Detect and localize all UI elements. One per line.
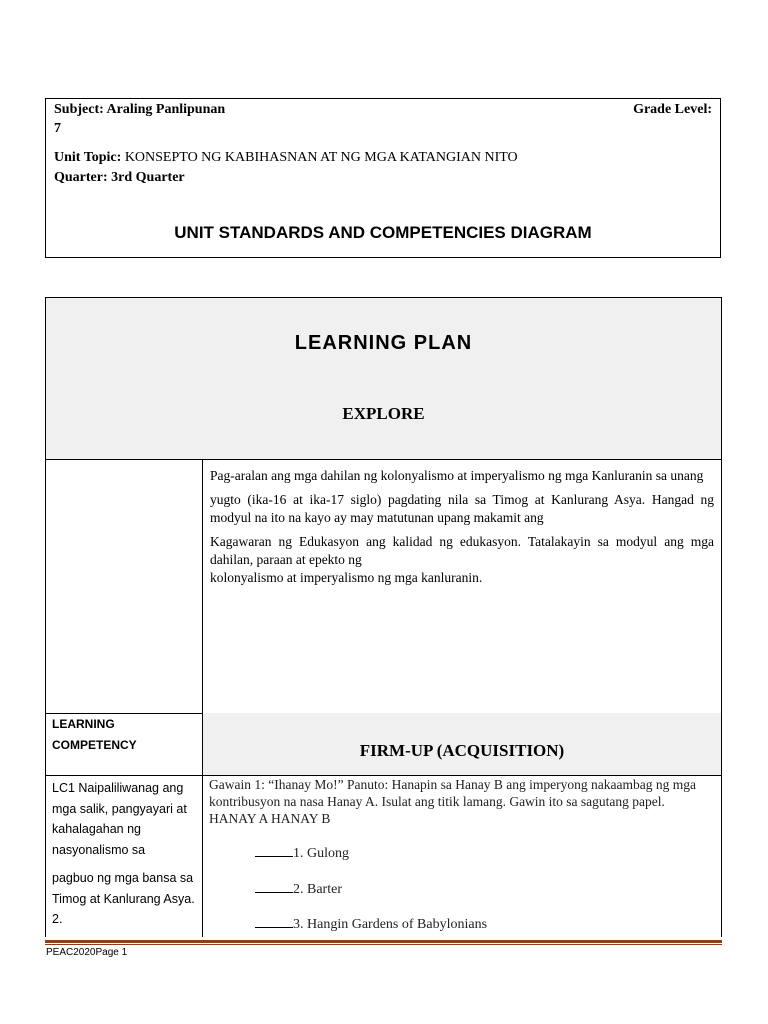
explore-paragraph: Kagawaran ng Edukasyon ang kalidad ng edukasyon. Tatalakayin sa modyul ang mga dahilan, paraan at epekto ng: [210, 534, 714, 567]
answer-blank: [255, 846, 293, 857]
lc1-text: [46, 775, 203, 933]
explore-text: [203, 460, 721, 587]
list-item: 2. Barter: [255, 882, 342, 898]
firmup-cell: [202, 713, 722, 776]
unit-topic-label: Unit Topic:: [54, 150, 122, 165]
page-footer: PEAC2020Page 1: [46, 947, 128, 958]
explore-content-cell: [202, 460, 722, 714]
explore-paragraph: kolonyalismo at imperyalismo ng mga kanluranin.: [210, 570, 483, 585]
learning-plan-header-cell: [45, 297, 722, 460]
quarter-line: Quarter: 3rd Quarter: [54, 170, 185, 185]
list-item: 3. Hangin Gardens of Babylonians: [255, 917, 487, 933]
answer-blank: [255, 882, 293, 893]
subject-line: Subject: Araling Panlipunan: [54, 102, 226, 117]
explore-left-cell: [45, 460, 203, 714]
diagram-title: UNIT STANDARDS AND COMPETENCIES DIAGRAM: [174, 223, 592, 242]
list-item: 1. Gulong: [255, 846, 349, 862]
explore-title: EXPLORE: [342, 404, 425, 423]
grade-level-label: Grade Level:: [633, 102, 712, 117]
learning-plan-title: LEARNING PLAN: [294, 332, 473, 354]
answer-blank: [255, 917, 293, 928]
gawain-cell: [202, 775, 722, 937]
header-box: [45, 98, 721, 258]
learning-competency-header: LEARNING COMPETENCY: [52, 717, 137, 752]
learning-plan-table: [45, 297, 722, 937]
lc1-paragraph: LC1 Naipaliliwanag ang mga salik, pangyayari at kahalagahan ng nasyonalismo sa: [52, 781, 187, 857]
grade-level-value: 7: [54, 121, 61, 136]
learning-competency-cell: [45, 713, 203, 776]
unit-topic-line: [54, 150, 518, 166]
lc1-paragraph: pagbuo ng mga bansa sa Timog at Kanlurang Asya. 2.: [52, 871, 195, 926]
firmup-title: FIRM-UP (ACQUISITION): [359, 741, 565, 760]
explore-paragraph: yugto (ika-16 at ika-17 siglo) pagdating nila sa Timog at Kanlurang Asya. Hangad ng modyul na ito na kayo ay may matutunan upang makamit ang: [210, 492, 714, 525]
gawain-instructions: Gawain 1: “Ihanay Mo!” Panuto: Hanapin sa Hanay B ang imperyong nakaambag ng mga kontribusyon na nasa Hanay A. Isulat ang titik lamang. Gawin ito sa sagutang papel. HANAY A HANAY B: [209, 777, 696, 826]
footer-rule-thin: [45, 944, 722, 945]
lc1-cell: [45, 775, 203, 937]
unit-topic-value: KONSEPTO NG KABIHASNAN AT NG MGA KATANGIAN NITO: [121, 150, 518, 165]
explore-paragraph: Pag-aralan ang mga dahilan ng kolonyalismo at imperyalismo ng mga Kanluranin sa unang: [210, 468, 704, 483]
footer-rule: [45, 940, 722, 943]
